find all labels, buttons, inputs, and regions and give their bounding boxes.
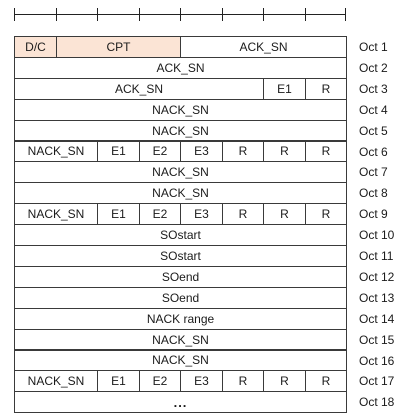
octet-label: Oct 11 — [359, 249, 394, 263]
octet-row — [14, 99, 346, 121]
octet-row — [14, 203, 346, 225]
field-e3: E3 — [180, 141, 223, 163]
bit-ruler-tick — [263, 8, 264, 21]
bit-ruler-tick — [56, 8, 57, 21]
field-r: R — [222, 203, 264, 225]
bit-ruler — [14, 8, 346, 22]
field-soend: SOend — [14, 266, 347, 288]
octet-row — [14, 57, 346, 79]
octet-row — [14, 78, 346, 100]
field-ack-sn: ACK_SN — [14, 57, 347, 79]
field-e1: E1 — [263, 78, 306, 100]
bit-ruler-tick — [180, 8, 181, 21]
field-r: R — [263, 141, 306, 163]
octet-row — [14, 36, 346, 58]
octet-label: Oct 3 — [359, 81, 388, 96]
octet-label: Oct 16 — [359, 353, 395, 368]
field-nack-sn: NACK_SN — [14, 370, 98, 392]
field-nack-sn: NACK_SN — [14, 203, 98, 225]
octet-label: Oct 12 — [359, 269, 395, 284]
field-e1: E1 — [97, 141, 140, 163]
field-cpt: CPT — [56, 36, 181, 58]
octet-row — [14, 308, 346, 330]
octet-row — [14, 266, 346, 288]
field-e3: E3 — [180, 203, 223, 225]
field-ack-sn: ACK_SN — [14, 78, 264, 100]
field-d-c: D/C — [14, 36, 57, 58]
field-r: R — [305, 141, 347, 163]
field-sostart: SOstart — [14, 224, 347, 246]
octet-row — [14, 224, 346, 246]
pdu-format-table — [14, 36, 346, 412]
field-sostart: SOstart — [14, 245, 347, 267]
octet-label: Oct 9 — [359, 207, 388, 222]
octet-label: Oct 14 — [359, 311, 395, 326]
field-r: R — [305, 78, 347, 100]
field-ack-sn: ACK_SN — [180, 36, 347, 58]
octet-row — [14, 287, 346, 309]
bit-ruler-tick — [14, 8, 15, 21]
bit-ruler-tick — [139, 8, 140, 21]
octet-row — [14, 329, 346, 351]
bit-ruler-tick — [305, 8, 306, 21]
field-nack-sn: NACK_SN — [14, 161, 347, 183]
field-r: R — [263, 370, 306, 392]
field-ellipsis: ... — [14, 391, 347, 413]
field-nack-sn: NACK_SN — [14, 350, 347, 372]
octet-label: Oct 4 — [359, 102, 388, 117]
field-e2: E2 — [139, 370, 181, 392]
octet-row — [14, 350, 346, 372]
field-r: R — [222, 141, 264, 163]
field-r: R — [263, 203, 306, 225]
field-soend: SOend — [14, 287, 347, 309]
octet-row — [14, 120, 346, 142]
octet-row — [14, 391, 346, 413]
octet-label: Oct 8 — [359, 186, 388, 201]
field-r: R — [222, 370, 264, 392]
octet-label: Oct 5 — [359, 123, 388, 138]
octet-label: Oct 18 — [359, 395, 395, 410]
field-nack-sn: NACK_SN — [14, 99, 347, 121]
octet-row — [14, 161, 346, 183]
octet-row — [14, 141, 346, 163]
octet-row — [14, 245, 346, 267]
octet-label: Oct 2 — [359, 60, 388, 75]
octet-label: Oct 6 — [359, 144, 388, 159]
octet-label: Oct 10 — [359, 228, 395, 243]
field-e1: E1 — [97, 370, 140, 392]
field-r: R — [305, 370, 347, 392]
field-nack-sn: NACK_SN — [14, 120, 347, 142]
field-e2: E2 — [139, 203, 181, 225]
field-nack-sn: NACK_SN — [14, 141, 98, 163]
field-r: R — [305, 203, 347, 225]
field-nack-sn: NACK_SN — [14, 182, 347, 204]
octet-row — [14, 370, 346, 392]
field-e2: E2 — [139, 141, 181, 163]
octet-label: Oct 7 — [359, 165, 388, 180]
octet-label: Oct 17 — [359, 374, 395, 389]
bit-ruler-tick — [97, 8, 98, 21]
field-e3: E3 — [180, 370, 223, 392]
octet-label: Oct 13 — [359, 290, 395, 305]
octet-label: Oct 15 — [359, 332, 395, 347]
bit-ruler-tick — [345, 8, 346, 21]
field-e1: E1 — [97, 203, 140, 225]
octet-row — [14, 182, 346, 204]
octet-label: Oct 1 — [359, 40, 388, 54]
bit-ruler-tick — [222, 8, 223, 21]
field-nack-range: NACK range — [14, 308, 347, 330]
field-nack-sn: NACK_SN — [14, 329, 347, 351]
